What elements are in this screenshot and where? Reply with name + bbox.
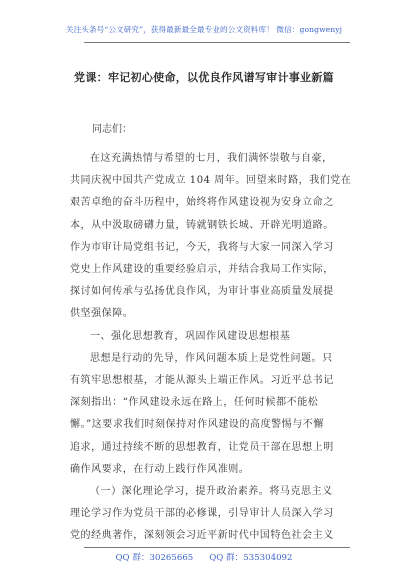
header-divider (84, 42, 350, 43)
text-line: 思想是行动的先导，作风问题本质上是党性问题。只 (90, 352, 333, 364)
text-line: 作为市审计局党组书记，今天，我将与大家一同深入学习 (70, 241, 334, 253)
header-note: 关注头条号“公文研究”，获得最新最全最专业的公文资料库！ 微信：gongwenyj (65, 25, 343, 34)
text-line: 探讨如何传承与弘扬优良作风，为审计事业高质量发展提 (70, 286, 334, 298)
text-line: 确作风要求，在行动上践行作风准则。 (70, 463, 250, 475)
text-line: 党史上作风建设的重要经验启示，并结合我局工作实际， (70, 264, 334, 275)
subsection-heading: （一）深化理论学习，提升政治素养。将马克思主义 (90, 486, 333, 497)
text-line: 理论学习作为党员干部的必修课，引导审计人员深入学习 (70, 508, 334, 520)
footer-divider (84, 547, 350, 548)
footer-contacts (0, 551, 408, 563)
text-line: 共同庆祝中国共产党成立 104 周年。回望来时路，我们党在 (70, 175, 352, 187)
section-heading: 一、强化思想教育，巩固作风建设思想根基 (90, 330, 291, 342)
text-line: 艰苦卓绝的奋斗历程中，始终将作风建设视为安身立命之 (70, 197, 334, 209)
text-line: 追求，通过持续不断的思想教育，让党员干部在思想上明 (70, 441, 334, 453)
document-title: 党课：牢记初心使命，以优良作风谱写审计事业新篇 (74, 71, 334, 84)
text-line: 深刻指出：“作风建设永远在路上，任何时候都不能松 (70, 397, 319, 409)
greeting: 同志们： (92, 124, 132, 135)
text-line: 在这充满热情与希望的七月，我们满怀崇敬与自豪， (90, 153, 333, 164)
text-line: 懈。”这要求我们时刻保持对作风建设的高度警惕与不懈 (70, 419, 324, 431)
text-line: 供坚强保障。 (70, 308, 134, 320)
text-line: 本，从中汲取磅礴力量，铸就钢铁长城、开辟光明道路。 (70, 219, 334, 231)
qq-group-1: QQ 群：30265665 (115, 553, 194, 564)
text-line: 党的经典著作，深刻领会习近平新时代中国特色社会主义 (70, 530, 334, 542)
qq-group-2: QQ 群：535304092 (209, 553, 293, 564)
text-line: 有筑牢思想根基，才能从源头上端正作风。习近平总书记 (70, 375, 334, 386)
